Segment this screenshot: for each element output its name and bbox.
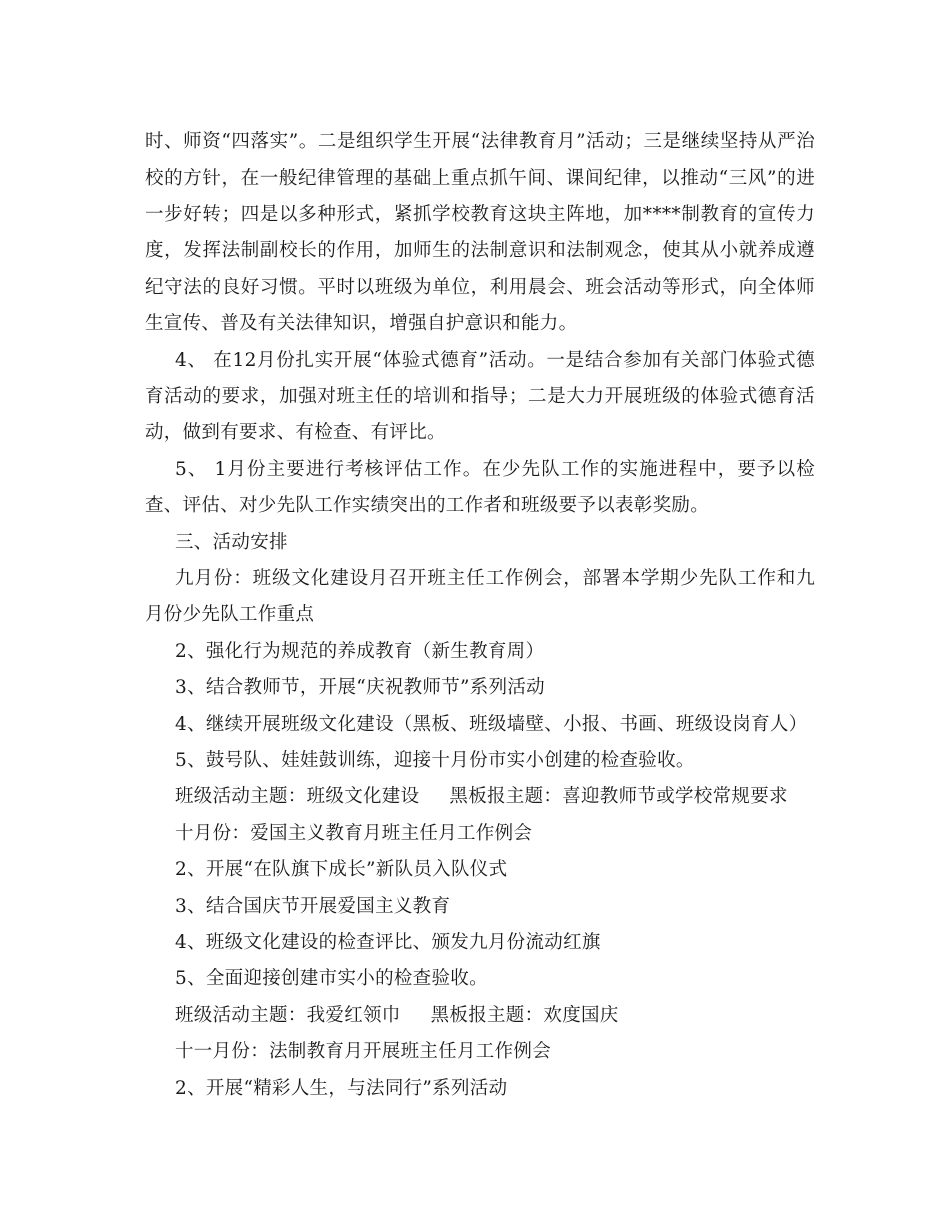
themes-line-september — [175, 782, 815, 812]
list-item: 2、开展“在队旗下成长”新队员入队仪式 — [175, 859, 508, 880]
list-item: 3、结合国庆节开展爱国主义教育 — [175, 896, 451, 917]
list-item: 3、结合教师节，开展“庆祝教师节”系列活动 — [175, 677, 545, 698]
list-item: 5、全面迎接创建市实小的检查验收。 — [175, 968, 488, 989]
paragraph-line: 动，做到有要求、有检查、有评比。 — [145, 422, 446, 443]
list-item: 5、鼓号队、娃娃鼓训练，迎接十月份市实小创建的检查验收。 — [175, 750, 695, 771]
paragraph-line: 5、 1月份主要进行考核评估工作。在少先队工作的实施进程中，要予以检 — [175, 459, 815, 480]
list-item: 2、开展“精彩人生，与法同行”系列活动 — [175, 1078, 508, 1099]
paragraph-line: 一步好转；四是以多种形式，紧抓学校教育这块主阵地，加****制教育的宣传力 — [145, 204, 815, 225]
paragraph-line: 时、师资“四落实”。二是组织学生开展“法律教育月”活动；三是继续坚持从严治 — [145, 131, 815, 152]
paragraph-line: 九月份：班级文化建设月召开班主任工作例会，部署本学期少先队工作和九 — [175, 568, 815, 589]
paragraph-line: 纪守法的良好习惯。平时以班级为单位，利用晨会、班会活动等形式，向全体师 — [145, 277, 815, 298]
paragraph-line: 度，发挥法制副校长的作用，加师生的法制意识和法制观念，使其从小就养成遵 — [145, 240, 815, 261]
paragraph-line: 4、 在12月份扎实开展“体验式德育”活动。一是结合参加有关部门体验式德 — [175, 350, 815, 371]
month-heading: 十一月份：法制教育月开展班主任月工作例会 — [175, 1041, 552, 1062]
list-item: 4、继续开展班级文化建设（黑板、班级墙壁、小报、书画、班级设岗育人） — [175, 714, 808, 735]
paragraph-line: 查、评估、对少先队工作实绩突出的工作者和班级要予以表彰奖励。 — [145, 495, 710, 516]
list-item: 4、班级文化建设的检查评比、颁发九月份流动红旗 — [175, 932, 601, 953]
board-theme: 黑板报主题：欢度国庆 — [430, 1005, 619, 1026]
board-theme: 黑板报主题：喜迎教师节或学校常规要求 — [449, 786, 788, 807]
themes-line-october — [175, 1001, 815, 1031]
month-heading: 十月份：爱国主义教育月班主任月工作例会 — [175, 823, 533, 844]
paragraph-line: 校的方针，在一般纪律管理的基础上重点抓午间、课间纪律，以推动“三风”的进 — [145, 168, 815, 189]
paragraph-line: 生宣传、普及有关法律知识，增强自护意识和能力。 — [145, 313, 578, 334]
list-item: 2、强化行为规范的养成教育（新生教育周） — [175, 641, 545, 662]
activity-theme: 班级活动主题：班级文化建设 — [175, 786, 420, 807]
section-heading: 三、活动安排 — [175, 532, 288, 553]
activity-theme: 班级活动主题：我爱红领巾 — [175, 1005, 401, 1026]
paragraph-line: 育活动的要求，加强对班主任的培训和指导；二是大力开展班级的体验式德育活 — [145, 386, 815, 407]
paragraph-line: 月份少先队工作重点 — [145, 604, 315, 625]
